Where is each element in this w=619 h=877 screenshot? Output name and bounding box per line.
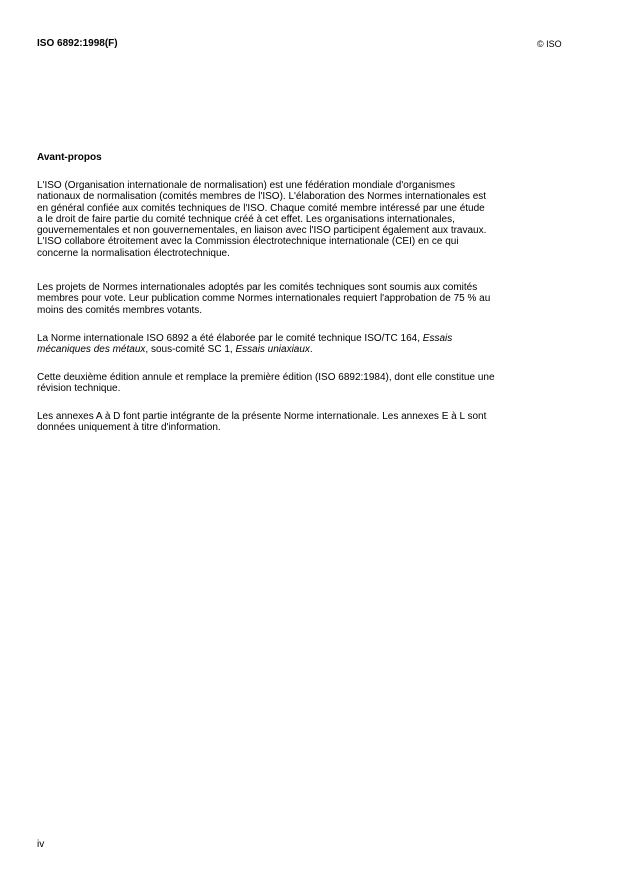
- section-title: Avant-propos: [37, 152, 102, 163]
- text-line: nationaux de normalisation (comités membres de l'ISO). L'élaboration des Normes internationales est: [37, 191, 487, 203]
- text-line: en général confiée aux comités techniques de l'ISO. Chaque comité membre intéressé par une étude: [37, 202, 485, 214]
- paragraph-organization: [37, 180, 582, 259]
- committee-title-italic: Essais: [422, 333, 453, 344]
- document-id: ISO 6892:1998(F): [37, 38, 118, 49]
- paragraph-voting: [37, 282, 582, 316]
- text-run: La Norme internationale ISO 6892 a été élaborée par le comité technique ISO/TC 164,: [37, 333, 423, 344]
- text-line: Les annexes A à D font partie intégrante de la présente Norme internationale. Les annexes E à L sont: [37, 411, 487, 422]
- copyright-notice: © ISO: [537, 39, 562, 49]
- page-number: iv: [37, 839, 45, 850]
- text-run: , sous-comité SC 1,: [145, 344, 236, 356]
- subcommittee-title-italic: Essais uniaxiaux: [235, 344, 310, 356]
- text-run: .: [309, 344, 313, 356]
- text-line: Cette deuxième édition annule et remplace la première édition (ISO 6892:1984), dont elle constitue une: [37, 372, 495, 383]
- paragraph-annexes: [37, 411, 582, 434]
- text-line: révision technique.: [37, 383, 121, 395]
- text-line: [37, 333, 582, 344]
- paragraph-committee: [37, 333, 582, 356]
- text-line: Les projets de Normes internationales adoptés par les comités techniques sont soumis aux comités: [37, 282, 478, 293]
- committee-title-italic: mécaniques des métaux: [37, 344, 146, 356]
- text-line: [37, 344, 582, 355]
- text-line: a le droit de faire partie du comité technique créé à cet effet. Les organisations internationales,: [37, 213, 455, 225]
- text-line: membres pour vote. Leur publication comme Normes internationales requiert l'approbation de 75 % au: [37, 293, 491, 305]
- text-line: données uniquement à titre d'information.: [37, 422, 221, 434]
- paragraph-edition: [37, 372, 582, 395]
- text-line: gouvernementales et non gouvernementales, en liaison avec l'ISO participent également aux travaux.: [37, 225, 487, 237]
- text-line: concerne la normalisation électrotechnique.: [37, 247, 230, 259]
- text-line: L'ISO collabore étroitement avec la Commission électrotechnique internationale (CEI) en ce qui: [37, 236, 459, 248]
- text-line: moins des comités membres votants.: [37, 304, 203, 316]
- text-line: L'ISO (Organisation internationale de normalisation) est une fédération mondiale d'organismes: [37, 180, 455, 191]
